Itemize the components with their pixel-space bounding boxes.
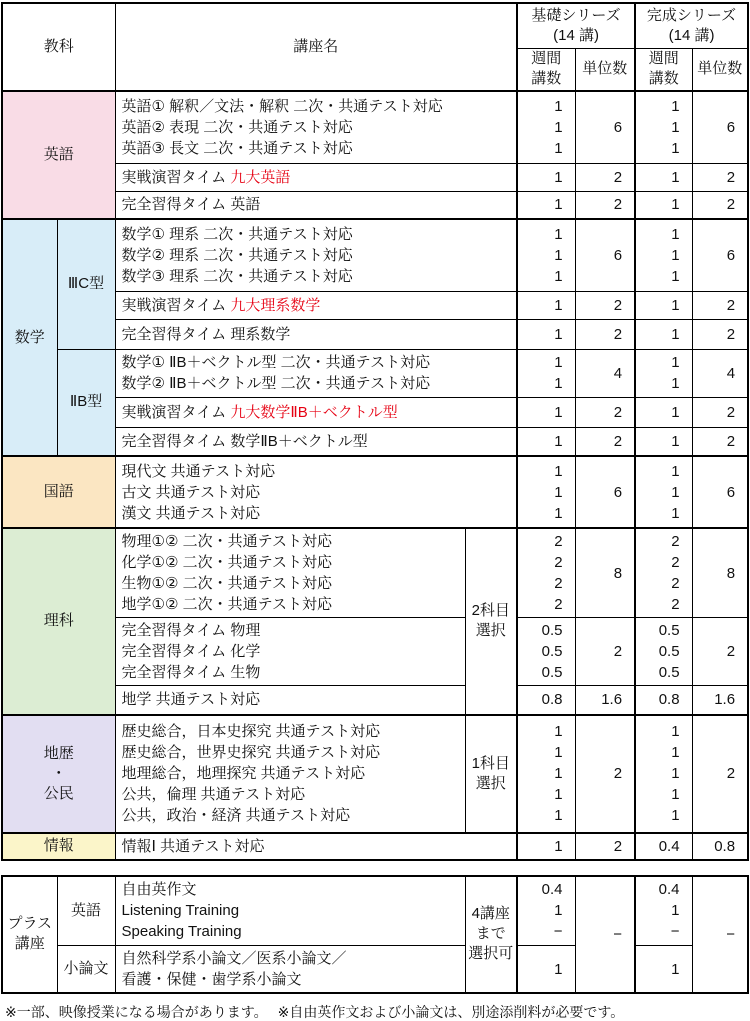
weekly-value: 1	[554, 225, 563, 243]
course-name: 看護・保健・歯学系小論文	[121, 971, 302, 988]
weekly-value: 0.5	[658, 664, 680, 681]
course-cell	[115, 163, 517, 191]
course-name: 古文 共通テスト対応	[121, 483, 261, 501]
weekly-value: 2	[671, 554, 680, 571]
basic-units-cell: 6	[575, 91, 635, 163]
final-units-cell: 2	[692, 319, 748, 349]
weekly-value: 1	[554, 168, 563, 186]
course-name: 情報Ⅰ 共通テスト対応	[121, 837, 265, 855]
final-weekly-cell	[635, 349, 692, 397]
header-series-name: 完成シリーズ	[646, 6, 737, 24]
course-cell	[115, 91, 517, 163]
final-units-cell: 6	[692, 456, 748, 528]
final-units-cell: 0.8	[692, 833, 748, 860]
weekly-value: 0.4	[658, 881, 680, 899]
basic-units-cell: 2	[575, 618, 635, 686]
selection-note-line: 1科目	[471, 754, 510, 772]
basic-weekly-cell	[517, 319, 575, 349]
weekly-value: 1	[554, 765, 563, 782]
basic-units-cell: 2	[575, 163, 635, 191]
final-units-cell: 2	[692, 715, 748, 833]
final-units-cell: 1.6	[692, 686, 748, 715]
footnote	[5, 1003, 750, 1021]
subject-label: プラス	[7, 915, 53, 933]
subject-label: 英語	[43, 146, 74, 163]
weekly-value: −	[553, 923, 563, 941]
table-row	[2, 528, 748, 618]
weekly-value: 1	[671, 296, 680, 314]
footnote-text-1: ※一部、映像授業になる場合があります。	[5, 1004, 268, 1020]
main-course-table	[1, 2, 749, 861]
weekly-value: 1	[671, 960, 680, 978]
final-units-cell: 6	[692, 219, 748, 291]
weekly-value: 1	[554, 786, 563, 803]
header-series-count: (14 講)	[553, 26, 599, 44]
course-name: 英語① 解釈／文法・解釈 二次・共通テスト対応	[121, 97, 443, 115]
course-name: 公共，政治・経済 共通テスト対応	[121, 807, 351, 824]
course-cell	[115, 686, 465, 715]
course-name: 公共，倫理 共通テスト対応	[121, 786, 306, 803]
selection-note-cell	[465, 715, 517, 833]
header-subcol-line: 単位数	[697, 60, 743, 78]
basic-units-cell: 2	[575, 715, 635, 833]
weekly-value: 1	[671, 786, 680, 803]
course-name: 英語③ 長文 二次・共通テスト対応	[121, 139, 353, 157]
basic-weekly-cell	[517, 349, 575, 397]
basic-weekly-cell	[517, 427, 575, 456]
weekly-value: 1	[671, 118, 680, 136]
final-units-cell: 2	[692, 163, 748, 191]
weekly-value: 2	[671, 533, 680, 550]
course-name-highlight: 九大英語	[230, 168, 291, 186]
header-subcol-line: 週間	[648, 50, 679, 68]
subject-label: 講座	[14, 935, 45, 953]
course-name: 物理①② 二次・共通テスト対応	[121, 533, 332, 550]
basic-weekly-cell	[517, 163, 575, 191]
selection-note-line: 選択	[475, 622, 506, 640]
course-name: 完全習得タイム 生物	[121, 664, 261, 681]
basic-weekly-cell	[517, 528, 575, 618]
course-name: 地理総合，地理探究 共通テスト対応	[121, 765, 366, 782]
course-cell	[115, 397, 517, 427]
course-name: 自然科学系小論文／医系小論文／	[121, 950, 347, 967]
subject-cell-science	[2, 528, 115, 715]
subject-cell-japanese	[2, 456, 115, 528]
basic-weekly-cell	[517, 456, 575, 528]
header-subcol	[692, 48, 748, 91]
header-series-name: 基礎シリーズ	[531, 6, 621, 24]
weekly-value: 1	[554, 462, 563, 480]
course-name: 完全習得タイム 数学ⅡB＋ベクトル型	[121, 432, 368, 450]
weekly-value: 0.5	[658, 622, 680, 639]
final-weekly-cell	[635, 191, 692, 219]
course-cell	[115, 528, 465, 618]
table-row	[2, 349, 748, 397]
basic-units-cell: 2	[575, 427, 635, 456]
weekly-value: 1	[554, 196, 563, 214]
subject-label: ・	[51, 764, 67, 782]
course-cell	[115, 319, 517, 349]
weekly-value: 1	[671, 432, 680, 450]
final-weekly-cell	[635, 291, 692, 319]
weekly-value: 1	[671, 267, 680, 285]
basic-units-cell: 6	[575, 219, 635, 291]
table-row	[2, 91, 748, 163]
final-weekly-cell	[635, 686, 692, 715]
basic-weekly-cell	[517, 397, 575, 427]
course-name: 完全習得タイム 理系数学	[121, 325, 291, 343]
subgroup-cell-math: ⅡB型	[57, 349, 115, 456]
final-units-cell: 2	[692, 397, 748, 427]
weekly-value: 1	[554, 97, 563, 115]
weekly-value: 1	[671, 196, 680, 214]
weekly-value: 1	[554, 139, 563, 157]
course-name: 現代文 共通テスト対応	[121, 462, 276, 480]
course-name: 地学 共通テスト対応	[121, 691, 261, 709]
final-weekly-cell	[635, 715, 692, 833]
weekly-value: 0.5	[541, 622, 563, 639]
final-units-cell: 2	[692, 291, 748, 319]
course-name: 歴史総合，日本史探究 共通テスト対応	[121, 723, 381, 740]
weekly-value: 1	[554, 375, 563, 392]
basic-units-cell: 2	[575, 291, 635, 319]
basic-units-cell: 6	[575, 456, 635, 528]
course-name: 完全習得タイム 物理	[121, 622, 261, 639]
course-name: 数学③ 理系 二次・共通テスト対応	[121, 267, 353, 285]
subgroup-cell-plus: 英語	[57, 876, 115, 946]
weekly-value: 1	[671, 168, 680, 186]
course-cell	[115, 219, 517, 291]
course-name: 自由英作文	[121, 881, 197, 899]
course-cell	[115, 349, 517, 397]
weekly-value: 1	[671, 403, 680, 421]
weekly-value: 0.4	[541, 881, 563, 899]
weekly-value: 1	[671, 375, 680, 392]
course-name: 数学① ⅡB＋ベクトル型 二次・共通テスト対応	[121, 354, 431, 371]
header-subcol-line: 講数	[531, 70, 562, 88]
weekly-value: 1	[671, 139, 680, 157]
course-name: 歴史総合，世界史探究 共通テスト対応	[121, 744, 381, 761]
final-weekly-cell	[635, 456, 692, 528]
basic-units-cell: 8	[575, 528, 635, 618]
selection-note-cell	[465, 876, 517, 994]
subject-label: 国語	[43, 483, 74, 500]
weekly-value: 1	[554, 902, 563, 920]
weekly-value: 0.5	[541, 643, 563, 660]
weekly-value: 1	[554, 807, 563, 824]
selection-note-line: 2科目	[471, 602, 510, 620]
course-name: 数学② 理系 二次・共通テスト対応	[121, 246, 353, 264]
course-cell	[115, 876, 465, 946]
final-weekly-cell	[635, 163, 692, 191]
final-weekly-cell	[635, 528, 692, 618]
selection-note-line: 選択可	[468, 945, 514, 963]
basic-units-cell: 1.6	[575, 686, 635, 715]
footnote-text-2: ※自由英作文および小論文は、別途添削料が必要です。	[277, 1004, 625, 1020]
final-units-cell: 6	[692, 91, 748, 163]
final-weekly-cell	[635, 833, 692, 860]
header-subject: 教科	[2, 3, 115, 91]
subject-label: 数学	[14, 328, 45, 346]
basic-units-cell: 4	[575, 349, 635, 397]
weekly-value: 1	[554, 723, 563, 740]
final-units-cell: 8	[692, 528, 748, 618]
course-name: Speaking Training	[121, 923, 242, 941]
header-subcol-line: 週間	[531, 50, 562, 68]
subject-label: 情報	[43, 837, 74, 854]
subject-label: 理科	[43, 612, 74, 630]
table-header	[2, 3, 748, 91]
weekly-value: 1	[554, 504, 563, 522]
weekly-value: 0.8	[541, 691, 563, 709]
weekly-value: 1	[554, 246, 563, 264]
table-row	[2, 833, 748, 860]
course-name: 完全習得タイム 化学	[121, 643, 261, 660]
subject-cell-plus	[2, 876, 57, 994]
course-name-highlight: 九大数学ⅡB＋ベクトル型	[230, 403, 398, 421]
weekly-value: 2	[554, 596, 563, 613]
course-cell	[115, 833, 517, 860]
header-subcol	[517, 48, 575, 91]
weekly-value: 1	[554, 118, 563, 136]
course-name: 生物①② 二次・共通テスト対応	[121, 575, 332, 592]
weekly-value: 0.5	[658, 643, 680, 660]
weekly-value: 1	[671, 246, 680, 264]
selection-note-line: 選択	[475, 774, 506, 792]
weekly-value: 0.8	[658, 691, 680, 709]
course-name: 実戦演習タイム 九大英語	[121, 168, 291, 186]
final-weekly-cell	[635, 219, 692, 291]
course-name: 数学② ⅡB＋ベクトル型 二次・共通テスト対応	[121, 375, 431, 392]
final-weekly-cell	[635, 319, 692, 349]
final-units-cell: 2	[692, 191, 748, 219]
header-row-1	[2, 3, 748, 48]
final-weekly-cell	[635, 427, 692, 456]
weekly-value: 0.4	[658, 837, 680, 855]
basic-weekly-cell	[517, 946, 575, 994]
basic-units-cell: −	[575, 876, 635, 994]
weekly-value: 1	[671, 765, 680, 782]
weekly-value: 1	[554, 267, 563, 285]
weekly-value: 1	[671, 325, 680, 343]
weekly-value: 1	[554, 837, 563, 855]
final-weekly-cell	[635, 946, 692, 994]
weekly-value: 0.5	[541, 664, 563, 681]
course-name: Listening Training	[121, 902, 240, 920]
header-subcol-line: 単位数	[582, 60, 628, 78]
header-subcol-line: 講数	[648, 70, 679, 88]
basic-units-cell: 2	[575, 397, 635, 427]
header-series-1	[635, 3, 748, 48]
basic-weekly-cell	[517, 91, 575, 163]
course-cell	[115, 291, 517, 319]
basic-weekly-cell	[517, 191, 575, 219]
weekly-value: 2	[671, 575, 680, 592]
selection-note-line: まで	[475, 925, 506, 943]
header-subcol	[635, 48, 692, 91]
course-name-highlight: 九大理系数学	[230, 296, 321, 314]
course-name: 実戦演習タイム 九大数学ⅡB＋ベクトル型	[121, 403, 398, 421]
subject-cell-social	[2, 715, 115, 833]
weekly-value: 1	[671, 225, 680, 243]
subject-label: 地歴	[43, 744, 74, 762]
weekly-value: 1	[671, 483, 680, 501]
weekly-value: 1	[671, 462, 680, 480]
header-series-0	[517, 3, 635, 48]
weekly-value: 1	[554, 483, 563, 501]
weekly-value: 1	[554, 432, 563, 450]
final-units-cell: 4	[692, 349, 748, 397]
weekly-value: 1	[554, 354, 563, 371]
basic-units-cell: 2	[575, 833, 635, 860]
weekly-value: 2	[554, 533, 563, 550]
weekly-value: 1	[671, 807, 680, 824]
final-units-cell: −	[692, 876, 748, 994]
basic-weekly-cell	[517, 876, 575, 946]
course-name: 実戦演習タイム 九大理系数学	[121, 296, 321, 314]
subject-cell-math	[2, 219, 57, 456]
weekly-value: 1	[671, 902, 680, 920]
table-row	[2, 715, 748, 833]
subject-label: 公民	[43, 784, 74, 802]
course-cell	[115, 618, 465, 686]
weekly-value: 1	[671, 354, 680, 371]
header-course: 講座名	[115, 3, 517, 91]
final-weekly-cell	[635, 618, 692, 686]
weekly-value: 1	[671, 723, 680, 740]
weekly-value: 1	[554, 744, 563, 761]
subject-cell-information	[2, 833, 115, 860]
selection-note-line: 4講座	[471, 905, 510, 923]
table-row	[2, 876, 748, 946]
weekly-value: 1	[671, 744, 680, 761]
final-weekly-cell	[635, 397, 692, 427]
course-cell	[115, 456, 517, 528]
weekly-value: 1	[554, 296, 563, 314]
subgroup-cell-math: ⅢC型	[57, 219, 115, 349]
basic-weekly-cell	[517, 686, 575, 715]
course-cell	[115, 715, 465, 833]
basic-weekly-cell	[517, 219, 575, 291]
final-units-cell: 2	[692, 618, 748, 686]
weekly-value: 1	[554, 403, 563, 421]
course-cell	[115, 946, 465, 994]
subgroup-cell-plus: 小論文	[57, 946, 115, 994]
basic-units-cell: 2	[575, 319, 635, 349]
course-name: 数学① 理系 二次・共通テスト対応	[121, 225, 353, 243]
weekly-value: 1	[554, 325, 563, 343]
final-weekly-cell	[635, 876, 692, 946]
weekly-value: 2	[554, 554, 563, 571]
course-name: 英語② 表現 二次・共通テスト対応	[121, 118, 353, 136]
weekly-value: 2	[671, 596, 680, 613]
weekly-value: 1	[671, 97, 680, 115]
header-series-count: (14 講)	[668, 26, 715, 44]
selection-note-cell	[465, 528, 517, 715]
weekly-value: 2	[554, 575, 563, 592]
basic-weekly-cell	[517, 715, 575, 833]
course-cell	[115, 427, 517, 456]
plus-course-table	[1, 875, 749, 995]
subject-cell-english	[2, 91, 115, 219]
header-subcol	[575, 48, 635, 91]
basic-weekly-cell	[517, 291, 575, 319]
weekly-value: 1	[671, 504, 680, 522]
basic-units-cell: 2	[575, 191, 635, 219]
weekly-value: −	[670, 923, 680, 941]
basic-weekly-cell	[517, 618, 575, 686]
course-cell	[115, 191, 517, 219]
course-name: 地学①② 二次・共通テスト対応	[121, 596, 332, 613]
table-row	[2, 219, 748, 291]
course-name: 完全習得タイム 英語	[121, 196, 261, 214]
final-weekly-cell	[635, 91, 692, 163]
basic-weekly-cell	[517, 833, 575, 860]
course-name: 化学①② 二次・共通テスト対応	[121, 554, 332, 571]
table-row	[2, 456, 748, 528]
weekly-value: 1	[554, 960, 563, 978]
course-name: 漢文 共通テスト対応	[121, 504, 261, 522]
table-row	[2, 946, 748, 994]
final-units-cell: 2	[692, 427, 748, 456]
